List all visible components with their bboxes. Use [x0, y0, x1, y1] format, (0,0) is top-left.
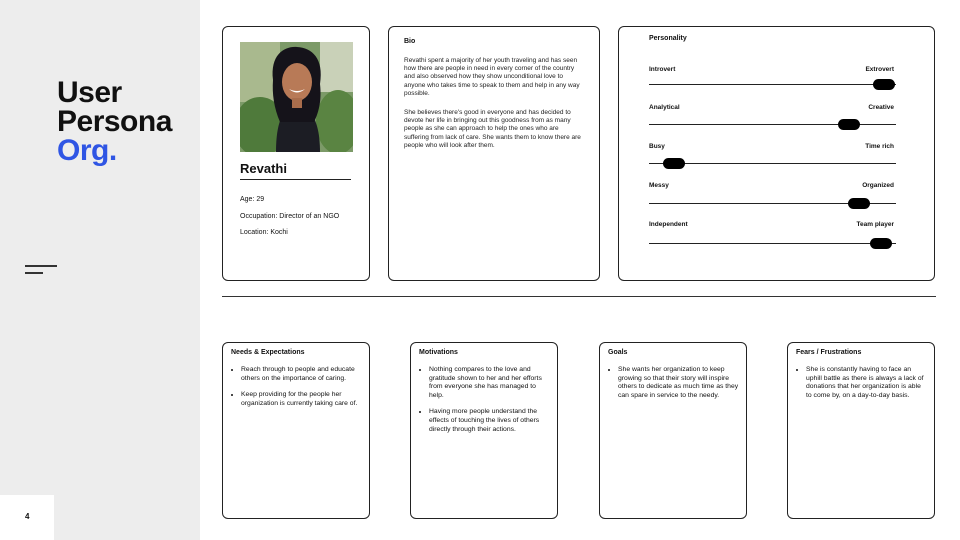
page-number: 4 [25, 512, 30, 521]
trait-right-label: Creative [868, 104, 894, 111]
needs-heading: Needs & Expectations [231, 349, 305, 356]
trait-slider-track [649, 84, 896, 85]
trait-slider-knob[interactable] [663, 158, 685, 169]
trait-slider-track [649, 243, 896, 244]
persona-location: Location: Kochi [240, 229, 288, 236]
page-title [57, 78, 172, 165]
goals-heading: Goals [608, 349, 628, 356]
fears-heading: Fears / Frustrations [796, 349, 862, 356]
fears-card [787, 342, 935, 519]
needs-list [231, 366, 363, 416]
list-item: • Reach through to people and educate others on the importance of caring. [241, 366, 363, 383]
persona-occupation: Occupation: Director of an NGO [240, 213, 340, 220]
title-line-2: Persona [57, 105, 172, 138]
motivations-card [410, 342, 558, 519]
trait-right-label: Organized [862, 182, 894, 189]
bio-heading: Bio [404, 38, 416, 45]
trait-right-label: Team player [856, 221, 894, 228]
bio-paragraph-2: She believes there's good in everyone and has decided to devote her life in bringing out this goodness from as many people as she can approach to help the ones who are suffering from lack of care. She wants them to know there are people who will look after them. [404, 109, 581, 149]
list-item: • Having more people understand the effects of touching the lives of others directly through their actions. [429, 408, 551, 434]
trait-slider-knob[interactable] [873, 79, 895, 90]
trait-right-label: Extrovert [865, 66, 894, 73]
trait-left-label: Independent [649, 221, 688, 228]
list-item: • She is constantly having to face an uphill battle as there is always a lack of donations that her organization is able to come by, on a day-to-day basis. [806, 366, 928, 400]
list-item: • Keep providing for the people her organization is currently taking care of. [241, 391, 363, 408]
profile-card [222, 26, 370, 281]
motivations-heading: Motivations [419, 349, 458, 356]
bio-card [388, 26, 600, 281]
trait-left-label: Busy [649, 143, 665, 150]
trait-left-label: Analytical [649, 104, 680, 111]
section-divider [222, 296, 936, 297]
persona-name: Revathi [240, 161, 287, 176]
fears-list [796, 366, 928, 408]
menu-lines-icon [25, 265, 57, 274]
title-line-1: User [57, 76, 122, 109]
bio-paragraph-1: Revathi spent a majority of her youth traveling and has seen how there are people in need in every corner of the country and also observed how they show unconditional love to anyone who takes time to speak to them and help in any way possible. [404, 57, 580, 97]
name-underline [240, 179, 351, 180]
title-line-3: Org. [57, 134, 117, 167]
trait-left-label: Messy [649, 182, 669, 189]
person-photo-icon [240, 42, 353, 152]
trait-right-label: Time rich [865, 143, 894, 150]
trait-slider-knob[interactable] [848, 198, 870, 209]
persona-age: Age: 29 [240, 196, 265, 203]
profile-photo [240, 42, 353, 152]
goals-card [599, 342, 747, 519]
list-item: • She wants her organization to keep growing so that their story will inspire others to dedicate as much time as they can spare in service to the needy. [618, 366, 740, 400]
goals-list [608, 366, 740, 408]
personality-heading: Personality [649, 35, 687, 42]
trait-left-label: Introvert [649, 66, 676, 73]
trait-slider-knob[interactable] [838, 119, 860, 130]
motivations-list [419, 366, 551, 442]
trait-slider-track [649, 163, 896, 164]
needs-card [222, 342, 370, 519]
trait-slider-knob[interactable] [870, 238, 892, 249]
personality-card [618, 26, 935, 281]
list-item: • Nothing compares to the love and gratitude shown to her and her efforts from everyone she has managed to help. [429, 366, 551, 400]
